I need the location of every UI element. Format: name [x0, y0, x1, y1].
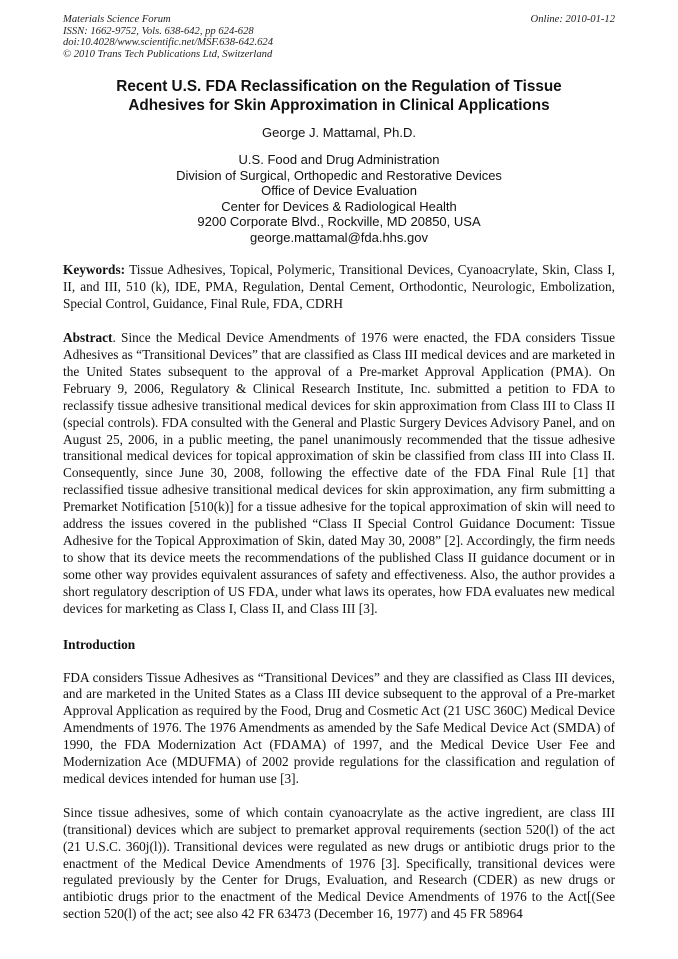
journal-name: Materials Science Forum [63, 14, 171, 25]
abstract-text: . Since the Medical Device Amendments of 1976 were enacted, the FDA considers Tissue Adhesives as “Transitional Devices” that are classified as Class III medical devices and are marketed in the United States subsequent to the approval of a Pre-market Approval Application (PMA). On February 9, 2006, Regulatory & Clinical Research Institute, Inc. submitted a petition to FDA to reclassify tissue adhesive transitional medical devices for skin approximation from Class III to Class II (special controls). FDA consulted with the General and Plastic Surgery Devices Advisory Panel, and on August 25, 2006, in a public meeting, the panel unanimously recommended that the tissue adhesive transitional medical devices for topical approximation of skin be classified from class III into Class II. Consequently, since June 30, 2008, following the effective date of the FDA Final Rule [1] that reclassified tissue adhesive transitional medical devices for skin approximation, any firm submitting a Premarket Notification [510(k)] for a tissue adhesive for the topical approximation of skin will need to address the issues covered in the published “Class II Special Control Guidance Document: Tissue Adhesive for the Topical Approximation of Skin, dated May 30, 2008” [2]. Accordingly, the firm needs to show that its device meets the recommendations of the published Class II guidance document or in some other way provides equivalent assurances of safety and effectiveness. Also, the author provides a short regulatory description of US FDA, under what laws its operates, how FDA evaluates new medical devices for marketing as Class I, Class II, and Class III [3]. [63, 330, 615, 616]
doi-line: doi:10.4028/www.scientific.net/MSF.638-642.624 [63, 37, 273, 49]
section-heading-introduction: Introduction [63, 636, 136, 652]
online-date: Online: 2010-01-12 [530, 14, 615, 25]
introduction-paragraph-2: Since tissue adhesives, some of which contain cyanoacrylate as the active ingredient, are class III (transitional) devices which are subject to premarket approval requirements (section 520(l) of the act (21 U.S.C. 360j(l)). Transitional devices were regulated as new drugs or antibiotic drugs prior to the enactment of the Medical Device Amendments of 1976 [3]. Specifically, transitional devices were regulated previously by the Center for Drugs, Evaluation, and Research (CDER) as new drugs or antibiotic drugs prior to the enactment of the Medical Device Amendments of 1976 to the Act[(See section 520(l) of the act; see also 42 FR 63473 (December 16, 1977) and 45 FR 58964 [63, 804, 615, 922]
paper-title [63, 77, 615, 115]
introduction-paragraph-1: FDA considers Tissue Adhesives as “Transitional Devices” and they are classified as Class III devices, and are marketed in the United States as a Class III device subsequent to the approval of a Pre-market Approval Application as required by the Food, Drug and Cosmetic Act (21 USC 360C) Medical Device Amendments of 1976. The 1976 Amendments as amended by the Safe Medical Device Act (SMDA) of 1990, the FDA Modernization Act (FDAMA) of 1997, and the Medical Device User Fee and Modernization Ace (MDUFMA) of 2002 provide regulations for the classification and regulation of medical devices intended for human use [3]. [63, 669, 615, 786]
keywords-text: Tissue Adhesives, Topical, Polymeric, Transitional Devices, Cyanoacrylate, Skin, Class I, II, and III, 510 (k), IDE, PMA, Regulation, Dental Cement, Orthodontic, Neurologic, Embolization, Special Control, Guidance, Final Rule, FDA, CDRH [63, 262, 615, 312]
title-line-2: Adhesives for Skin Approximation in Clinical Applications [128, 97, 550, 115]
author-email: george.mattamal@fda.hhs.gov [250, 229, 428, 245]
affiliation-line: Office of Device Evaluation [261, 183, 417, 199]
title-line-1: Recent U.S. FDA Reclassification on the Regulation of Tissue [116, 78, 562, 96]
issn-line: ISSN: 1662-9752, Vols. 638-642, pp 624-628 [63, 25, 254, 37]
affiliation-line: Division of Surgical, Orthopedic and Restorative Devices [176, 167, 502, 183]
affiliation-block [63, 152, 615, 245]
author-name: George J. Mattamal, Ph.D. [262, 125, 416, 141]
affiliation-line: 9200 Corporate Blvd., Rockville, MD 20850, USA [197, 214, 481, 230]
abstract-paragraph [63, 330, 615, 617]
paper-page [63, 14, 615, 923]
affiliation-line: U.S. Food and Drug Administration [238, 152, 440, 168]
keywords-paragraph [63, 262, 615, 313]
journal-header [63, 14, 615, 60]
abstract-label: Abstract [63, 330, 113, 346]
copyright-line: © 2010 Trans Tech Publications Ltd, Switzerland [63, 48, 273, 60]
affiliation-line: Center for Devices & Radiological Health [221, 198, 457, 214]
keywords-label: Keywords: [63, 262, 126, 278]
